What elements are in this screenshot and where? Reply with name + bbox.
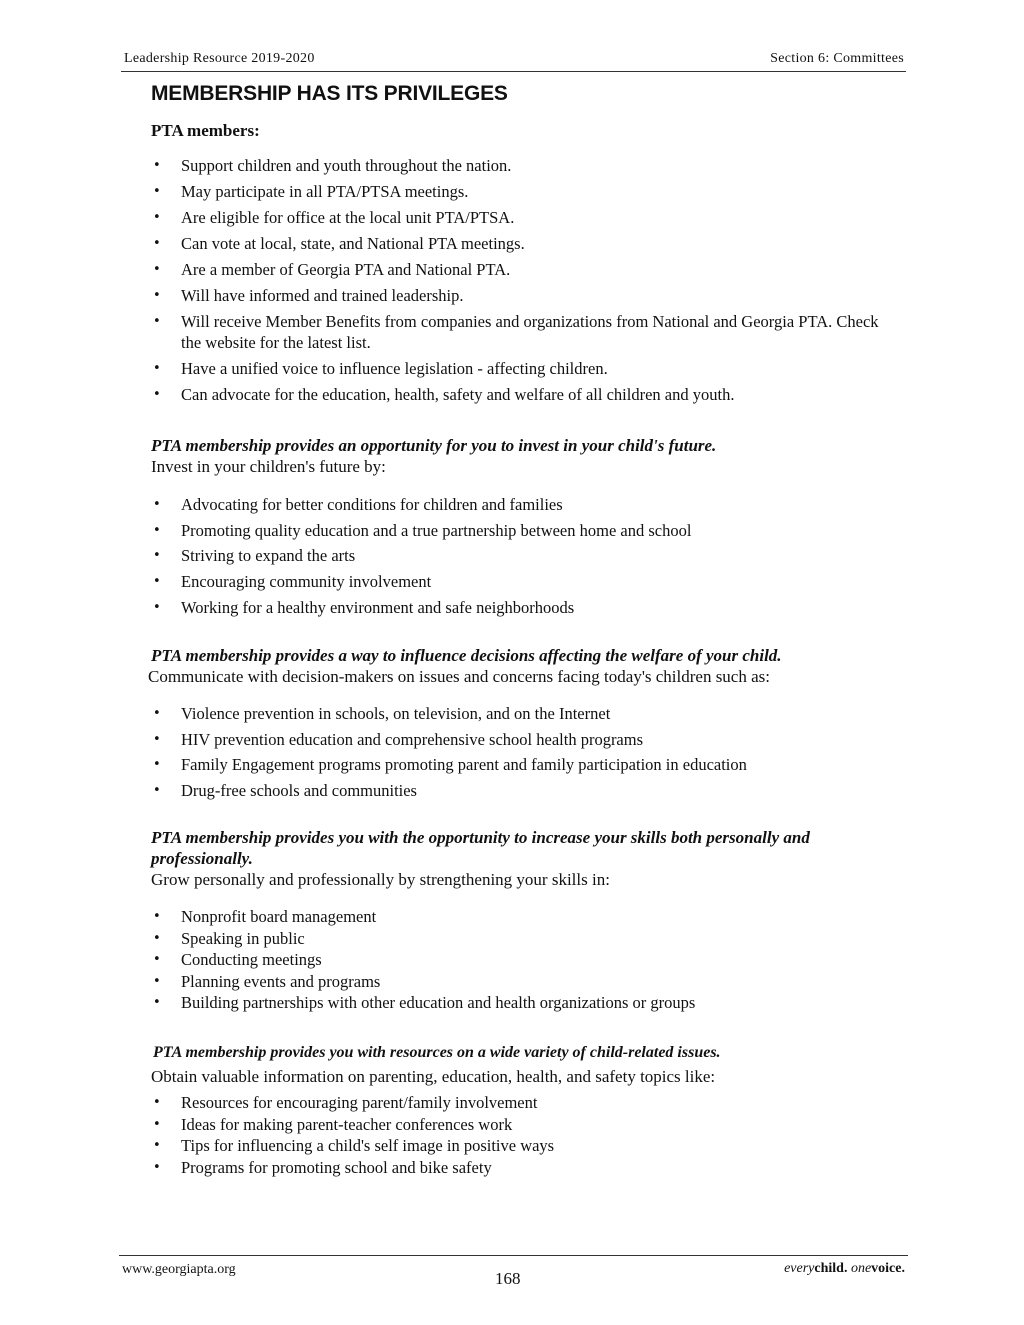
list-item: • Will receive Member Benefits from companies and organizations from National and Georgia PTA. Check the website for the latest list. xyxy=(151,311,891,353)
list-item: • Are a member of Georgia PTA and National PTA. xyxy=(151,259,891,280)
section-intro: Obtain valuable information on parenting, education, health, and safety topics like: xyxy=(151,1067,716,1086)
list-item: • Programs for promoting school and bike safety xyxy=(151,1157,891,1178)
section-intro: Grow personally and professionally by strengthening your skills in: xyxy=(151,870,610,889)
footer-tagline xyxy=(784,1261,905,1277)
list-item: • Nonprofit board management xyxy=(151,906,891,927)
list-item: • Family Engagement programs promoting parent and family participation in education xyxy=(151,754,891,775)
page-header xyxy=(121,51,906,72)
members-subtitle: PTA members: xyxy=(151,121,260,140)
list-item: • Violence prevention in schools, on television, and on the Internet xyxy=(151,703,891,724)
section-intro: Communicate with decision-makers on issues and concerns facing today's children such as: xyxy=(148,667,770,686)
page-title: MEMBERSHIP HAS ITS PRIVILEGES xyxy=(151,82,508,105)
list-item: • Can advocate for the education, health, safety and welfare of all children and youth. xyxy=(151,384,891,405)
footer-website: www.georgiapta.org xyxy=(122,1262,236,1277)
header-left-text: Leadership Resource 2019-2020 xyxy=(124,51,315,66)
invest-list xyxy=(151,494,891,622)
list-item: • Promoting quality education and a true partnership between home and school xyxy=(151,520,891,541)
influence-list xyxy=(151,703,891,806)
list-item: • Striving to expand the arts xyxy=(151,545,891,566)
section-heading: PTA membership provides a way to influence decisions affecting the welfare of your child. xyxy=(151,646,782,665)
resources-list xyxy=(151,1092,891,1178)
section-resources xyxy=(151,1042,911,1087)
list-item: • Are eligible for office at the local unit PTA/PTSA. xyxy=(151,207,891,228)
list-item: • Drug-free schools and communities xyxy=(151,780,891,801)
list-item: • Encouraging community involvement xyxy=(151,571,891,592)
page-number: 168 xyxy=(495,1269,521,1288)
list-item: • Resources for encouraging parent/family involvement xyxy=(151,1092,891,1113)
tagline-voice: voice. xyxy=(871,1261,905,1276)
list-item: • Will have informed and trained leadership. xyxy=(151,285,891,306)
header-right-text: Section 6: Committees xyxy=(770,51,904,66)
section-influence xyxy=(148,645,911,687)
list-item: • Have a unified voice to influence legislation - affecting children. xyxy=(151,358,891,379)
section-intro: Invest in your children's future by: xyxy=(151,457,386,476)
tagline-one: one xyxy=(850,1261,872,1276)
list-item: • Speaking in public xyxy=(151,928,891,949)
page-footer xyxy=(119,1255,908,1288)
section-skills xyxy=(151,827,911,890)
section-heading: PTA membership provides you with resources on a wide variety of child-related issues. xyxy=(153,1044,721,1061)
list-item: • Advocating for better conditions for children and families xyxy=(151,494,891,515)
list-item: • Conducting meetings xyxy=(151,949,891,970)
members-list xyxy=(151,155,891,410)
list-item: • Can vote at local, state, and National PTA meetings. xyxy=(151,233,891,254)
section-heading: PTA membership provides an opportunity for you to invest in your child's future. xyxy=(151,436,717,455)
list-item: • Building partnerships with other education and health organizations or groups xyxy=(151,992,891,1013)
section-heading: PTA membership provides you with the opportunity to increase your skills both personally and professionally. xyxy=(151,828,810,868)
list-item: • May participate in all PTA/PTSA meetings. xyxy=(151,181,891,202)
list-item: • Tips for influencing a child's self image in positive ways xyxy=(151,1135,891,1156)
section-invest xyxy=(151,435,911,477)
list-item: • HIV prevention education and comprehensive school health programs xyxy=(151,729,891,750)
list-item: • Ideas for making parent-teacher conferences work xyxy=(151,1114,891,1135)
tagline-every: every xyxy=(784,1261,815,1276)
list-item: • Working for a healthy environment and safe neighborhoods xyxy=(151,597,891,618)
skills-list xyxy=(151,906,891,1014)
tagline-child: child. xyxy=(814,1261,848,1276)
list-item: • Support children and youth throughout the nation. xyxy=(151,155,891,176)
list-item: • Planning events and programs xyxy=(151,971,891,992)
